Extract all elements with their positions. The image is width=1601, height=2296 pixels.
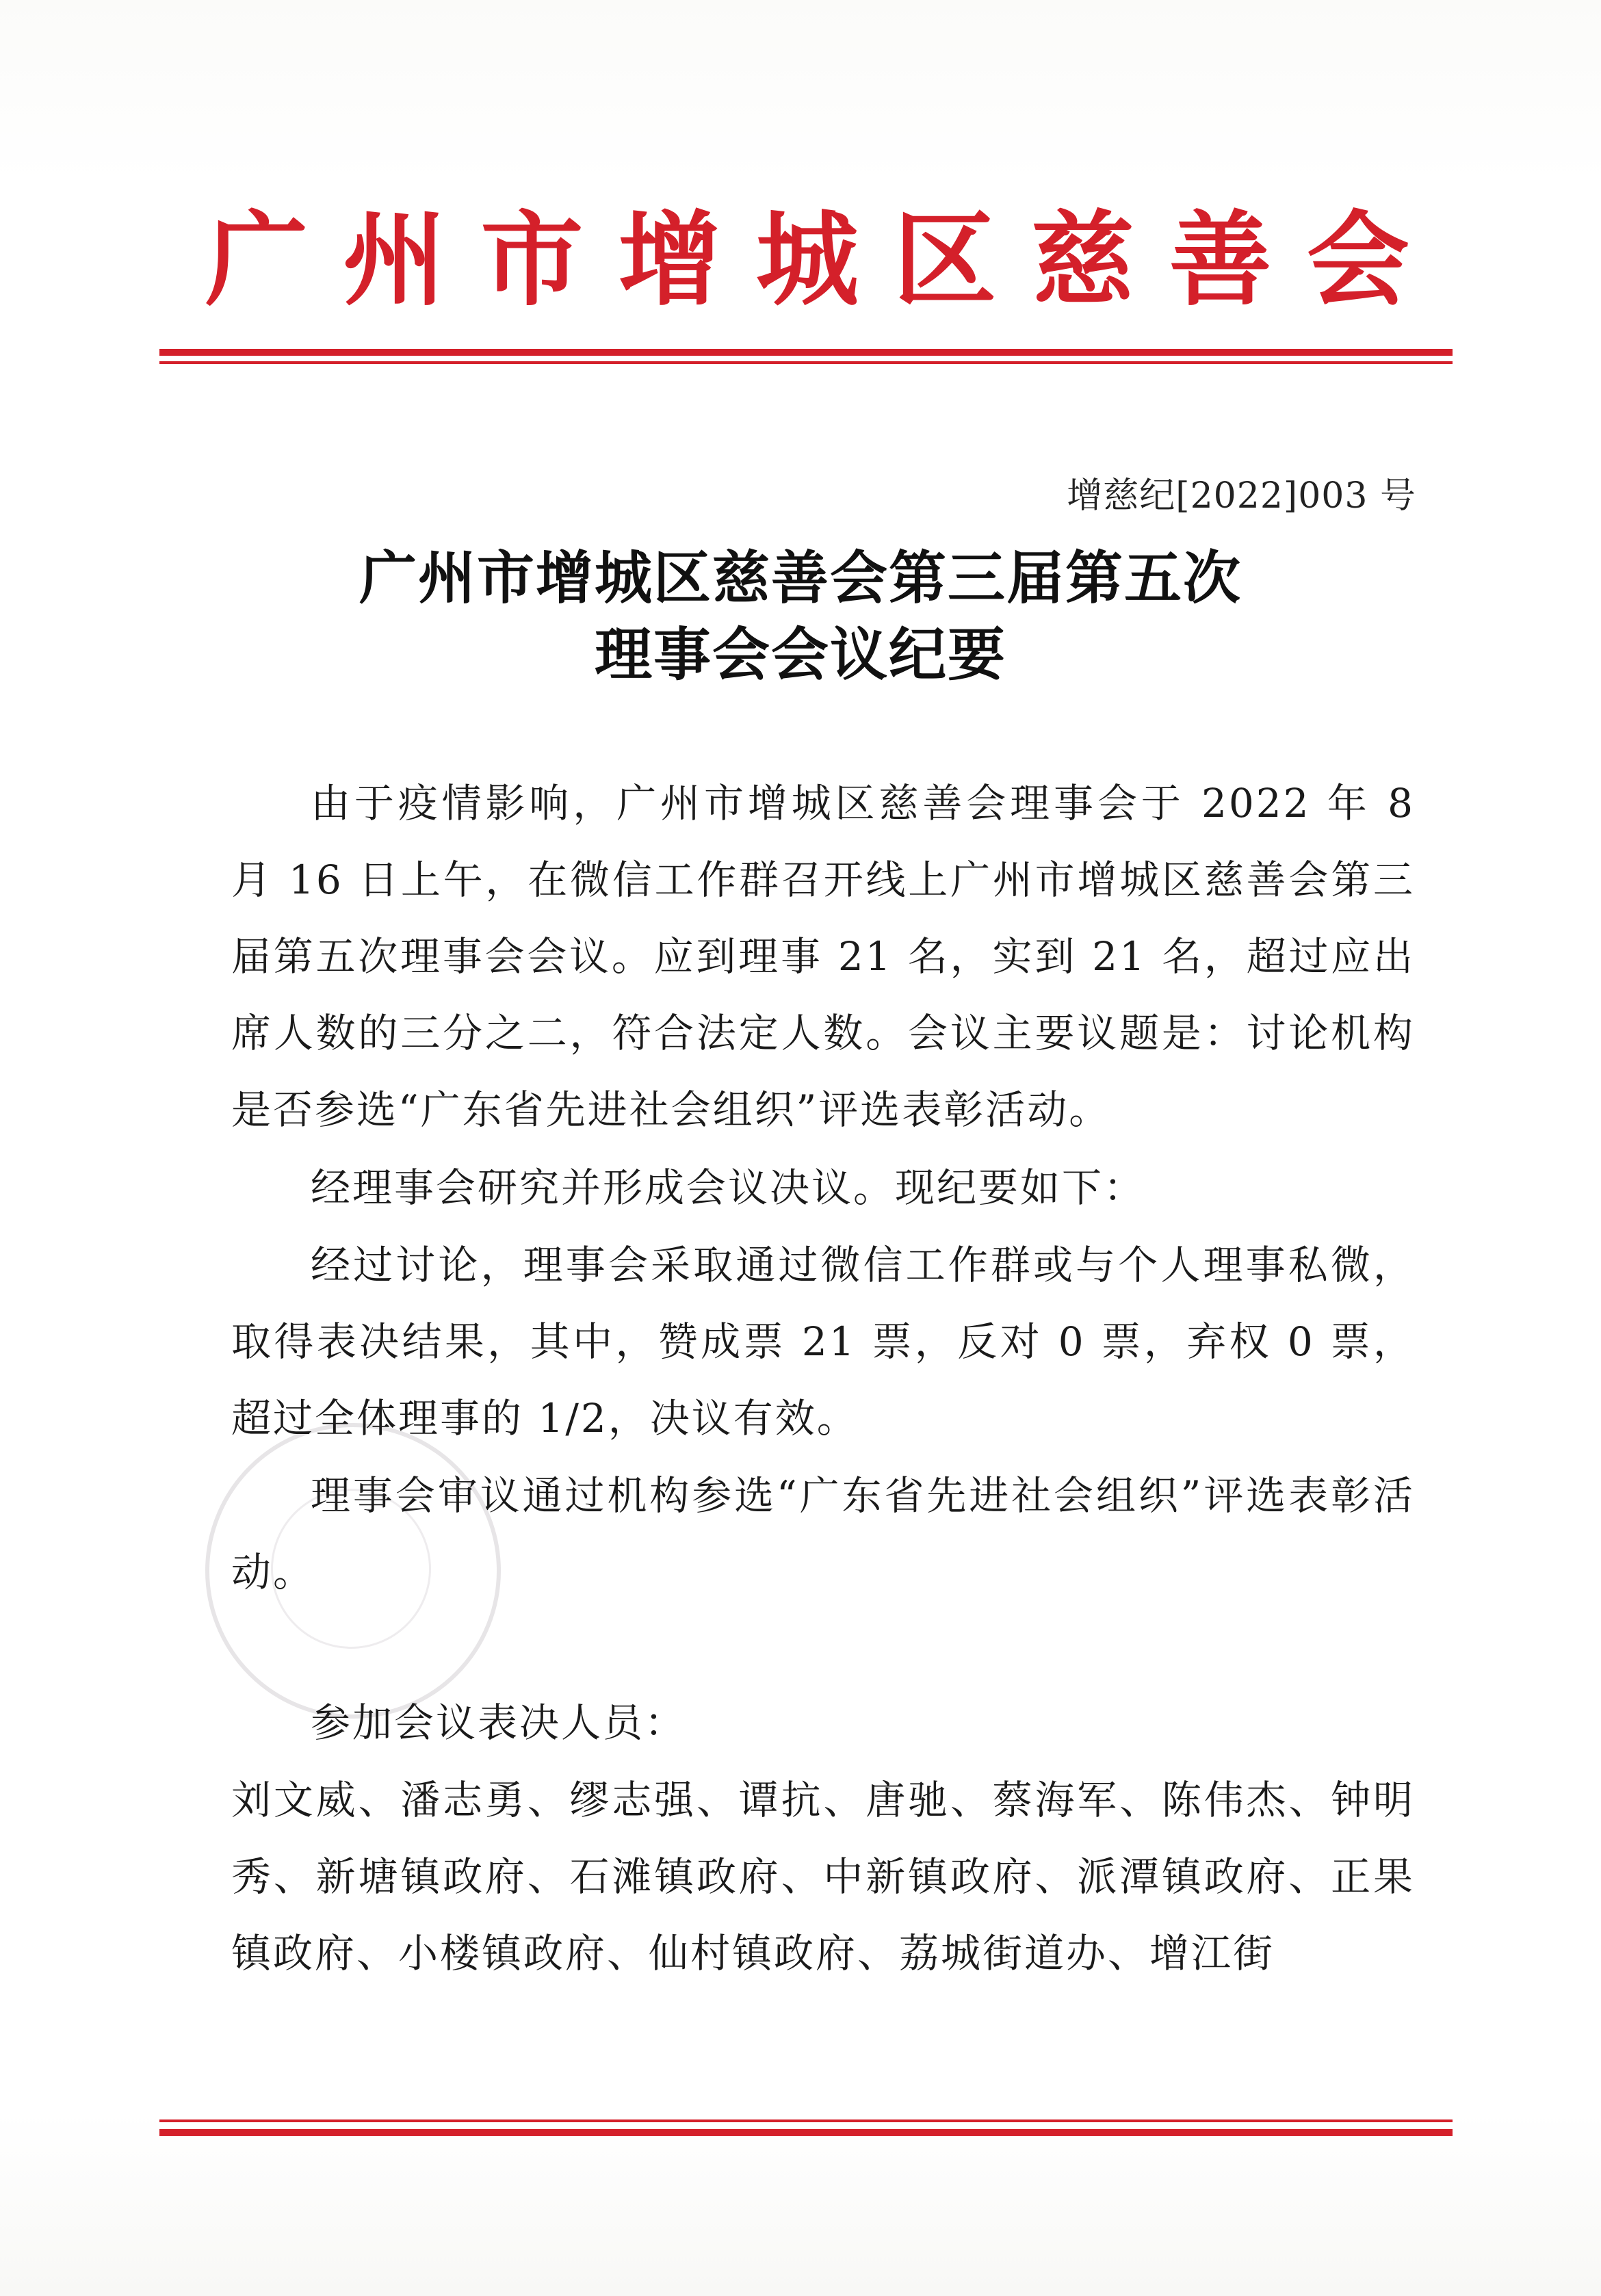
paragraph-resolution-intro: 经理事会研究并形成会议决议。现纪要如下： <box>311 1164 1146 1211</box>
participants-heading: 参加会议表决人员： <box>311 1699 687 1746</box>
masthead-red-rule <box>159 349 1453 364</box>
masthead-char: 区 <box>894 200 997 320</box>
document-number: 增慈纪[2022]003 号 <box>1067 475 1416 517</box>
rule-thick-line <box>159 2129 1453 2136</box>
paragraph-background: 由于疫情影响，广州市增城区慈善会理事会于 2022 年 8 月 16 日上午，在微信工作群召开线上广州市增城区慈善会第三届第五次理事会会议。应到理事 21 名，实到 21 名，超过应出席人数的三分之二，符合法定人数。会议主要议题是：讨论机构是否参选“广东省先进社会组织”评选表彰活动。 <box>231 780 1415 1133</box>
rule-thick-line <box>159 349 1453 356</box>
paragraph-voting-result: 经过讨论，理事会采取通过微信工作群或与个人理事私微，取得表决结果，其中，赞成票 21 票，反对 0 票，弃权 0 票，超过全体理事的 1/2，决议有效。 <box>231 1242 1415 1441</box>
masthead-char: 会 <box>1306 200 1409 320</box>
masthead-char: 市 <box>480 200 584 320</box>
rule-thin-line <box>159 361 1453 364</box>
masthead-char: 善 <box>1169 200 1272 320</box>
masthead-char: 慈 <box>1031 200 1134 320</box>
footer-red-rule <box>159 2119 1453 2136</box>
masthead-char: 广 <box>205 200 309 320</box>
participants-list: 刘文威、潘志勇、缪志强、谭抗、唐驰、蔡海军、陈伟杰、钟明秀、新塘镇政府、石滩镇政府、中新镇政府、派潭镇政府、正果镇政府、小楼镇政府、仙村镇政府、荔城街道办、增江街 <box>231 1777 1415 1977</box>
masthead-char: 城 <box>755 200 859 320</box>
paragraph-decision: 理事会审议通过机构参选“广东省先进社会组织”评选表彰活动。 <box>231 1472 1415 1595</box>
masthead-char: 州 <box>343 200 446 320</box>
rule-thin-line <box>159 2119 1453 2122</box>
document-title-line2: 理事会会议纪要 <box>594 621 1006 688</box>
document-title-line1: 广州市增城区慈善会第三届第五次 <box>359 544 1242 612</box>
masthead-char: 增 <box>618 200 721 320</box>
masthead-org-name <box>205 192 1409 328</box>
